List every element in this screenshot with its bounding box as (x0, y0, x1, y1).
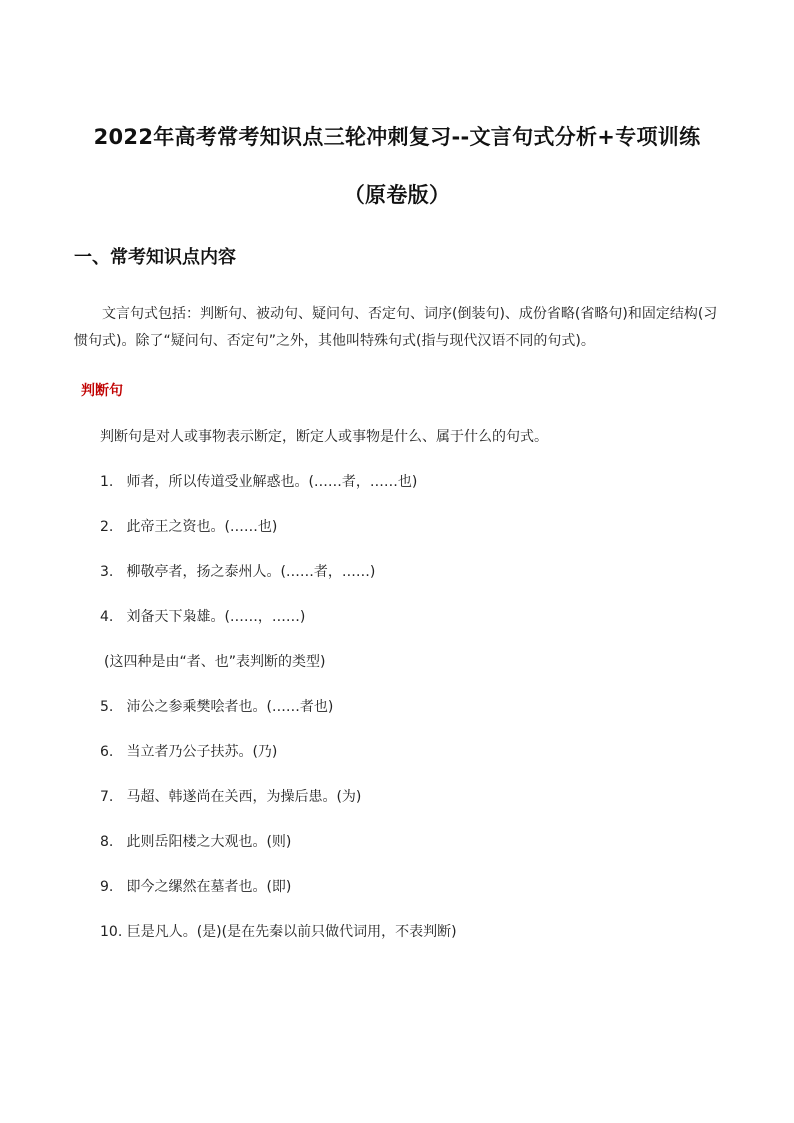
definition-paragraph: 判断句是对人或事物表示断定，断定人或事物是什么、属于什么的句式。 (100, 429, 548, 445)
example-number: 4. (100, 609, 114, 625)
intro-paragraph: 文言句式包括：判断句、被动句、疑问句、否定句、词序(倒装句)、成份省略(省略句)和固定结构(习惯句式)。除了“疑问句、否定句”之外，其他叫特殊句式(指与现代汉语不同的句式)。 (74, 306, 718, 349)
example-text: 此则岳阳楼之大观也。(则) (126, 834, 292, 850)
note-text: (这四种是由“者、也”表判断的类型) (104, 654, 326, 670)
example-item (100, 876, 291, 896)
example-item (100, 786, 361, 806)
example-number: 9. (100, 879, 114, 895)
example-number: 2. (100, 519, 114, 535)
example-number: 3. (100, 564, 114, 580)
example-item (100, 696, 333, 716)
example-text: 柳敬亭者，扬之泰州人。(……者，……) (126, 564, 376, 580)
example-number: 1. (100, 474, 114, 490)
example-number: 5. (100, 699, 114, 715)
example-item (100, 516, 277, 536)
example-text: 刘备天下枭雄。(……，……) (126, 609, 306, 625)
example-number: 8. (100, 834, 114, 850)
example-text: 巨是凡人。(是)(是在先秦以前只做代词用，不表判断) (126, 924, 457, 940)
example-number: 7. (100, 789, 114, 805)
document-subtitle: （原卷版） (343, 183, 451, 207)
example-text: 当立者乃公子扶苏。(乃) (126, 744, 278, 760)
example-number: 6. (100, 744, 114, 760)
example-text: 即今之缧然在墓者也。(即) (126, 879, 292, 895)
example-item (100, 921, 457, 941)
example-item (100, 561, 375, 581)
example-item (100, 831, 291, 851)
example-item (100, 471, 417, 491)
document-title: 2022年高考常考知识点三轮冲刺复习--文言句式分析+专项训练 (93, 125, 701, 149)
example-text: 沛公之参乘樊哙者也。(……者也) (126, 699, 334, 715)
example-text: 此帝王之资也。(……也) (126, 519, 278, 535)
section-heading: 一、常考知识点内容 (74, 247, 236, 268)
sub-heading-judgment-sentence: 判断句 (81, 383, 123, 399)
example-number: 10. (100, 924, 123, 940)
example-item (100, 741, 277, 761)
example-text: 师者，所以传道受业解惑也。(……者，……也) (126, 474, 418, 490)
example-item (100, 606, 305, 626)
example-text: 马超、韩遂尚在关西，为操后患。(为) (126, 789, 362, 805)
